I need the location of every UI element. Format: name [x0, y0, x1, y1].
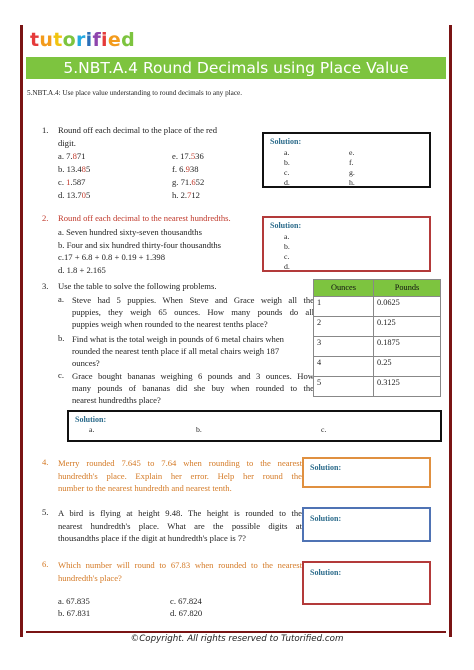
- q3c-line1: Grace bought bananas weighing 6 pounds and 3 ounces. How: [72, 371, 314, 381]
- q1-item-label: a.: [58, 151, 64, 161]
- table-row: [314, 317, 441, 337]
- logo-letter: d: [121, 29, 135, 51]
- q1-item: [58, 164, 90, 176]
- pounds-cell: 0.3125: [374, 377, 441, 397]
- q3a-text: [72, 294, 314, 331]
- q1-item-post: 12: [191, 190, 200, 200]
- q1-solution-right: [349, 148, 355, 188]
- q1-item-pre: 71.: [180, 177, 192, 187]
- q1-item-pre: 17.: [180, 151, 191, 161]
- q6-option-b: b. 67.831: [58, 608, 91, 618]
- q6-number: 6.: [42, 559, 49, 569]
- copyright: ©Copyright. All rights reserved to Tutorified.com: [130, 634, 344, 644]
- table-row: [314, 377, 441, 397]
- q2-number: 2.: [42, 213, 49, 223]
- logo-letter: t: [30, 29, 40, 51]
- q1-item-pre: 6.: [179, 164, 186, 174]
- q3b-label: b.: [58, 333, 65, 343]
- q3c-text: [72, 370, 314, 407]
- q3a-line1: Steve had 5 puppies. When Steve and Grace weigh all the: [72, 295, 314, 305]
- page-border-right: [449, 25, 452, 637]
- q5-text: [58, 507, 302, 545]
- q1-sol-e: e.: [349, 148, 355, 157]
- q3-sol-b: b.: [196, 425, 202, 434]
- q1-sol-h: h.: [349, 178, 355, 187]
- table-row: [314, 297, 441, 317]
- q1-text-line2: digit.: [58, 138, 76, 148]
- q1-item-post: 52: [195, 177, 205, 187]
- q1-item-post: 36: [195, 151, 204, 161]
- q1-sol-b: b.: [284, 158, 290, 167]
- q3a-label: a.: [58, 294, 64, 304]
- q2-solution-label: Solution:: [270, 221, 302, 230]
- q1-item-post: .587: [70, 177, 86, 187]
- q1-item-label: g.: [172, 177, 179, 187]
- logo-letter: r: [75, 29, 86, 51]
- q1-number: 1.: [42, 125, 49, 135]
- q6-option-c: c. 67.824: [170, 596, 202, 606]
- page-border-left: [20, 25, 23, 637]
- q3a-line3: puppies weigh when rounded to the nearest tenths place?: [72, 319, 268, 330]
- q3b-line2: rounded the nearest tenth place if all metal chairs weigh 187: [72, 346, 280, 357]
- q3b-line3: ounces?: [72, 358, 100, 369]
- q1-solution-left: [284, 148, 290, 188]
- pounds-cell: 0.1875: [374, 337, 441, 357]
- q1-item-label: f.: [172, 164, 178, 174]
- q1-item-red: 7: [187, 190, 192, 200]
- table-body: [314, 297, 441, 397]
- q2-sol-d: d.: [284, 262, 290, 271]
- q1-solution-box[interactable]: [262, 132, 431, 188]
- q1-item-pre: 7.: [66, 151, 73, 161]
- logo-letter: u: [39, 29, 54, 51]
- q1-item: [172, 190, 200, 202]
- q2-item-b: b. Four and six hundred thirty-four thousandths: [58, 239, 222, 250]
- q1-sol-a: a.: [284, 148, 290, 157]
- q1-solution-label: Solution:: [270, 137, 302, 146]
- q6-solution-box[interactable]: [302, 561, 431, 605]
- q3-solution-label: Solution:: [75, 415, 107, 424]
- q2-solution-box[interactable]: [262, 216, 431, 272]
- q1-sol-g: g.: [349, 168, 355, 177]
- q3c-line2: many pounds of bananas did she buy when rounded to the: [72, 383, 314, 394]
- q4-solution-label: Solution:: [310, 463, 342, 472]
- q1-item-label: c.: [58, 177, 64, 187]
- q1-text-line1: Round off each decimal to the place of the red: [58, 125, 218, 135]
- q1-item-pre: 13.4: [66, 164, 82, 174]
- q1-item-red: 9: [185, 164, 190, 174]
- q1-item-post: 38: [189, 164, 199, 174]
- q5-number: 5.: [42, 507, 49, 517]
- q6-solution-label: Solution:: [310, 568, 342, 577]
- q4-line2: hundredth's place. Explain her error. Help her round the: [58, 470, 302, 481]
- logo-letter: i: [101, 29, 108, 51]
- q5-solution-label: Solution:: [310, 514, 342, 523]
- logo-letter: e: [107, 29, 122, 51]
- table-row: [314, 357, 441, 377]
- logo-letter: f: [92, 29, 102, 51]
- q3-sol-c: c.: [321, 425, 327, 434]
- q1-item-label: e.: [172, 151, 178, 161]
- q1-item-post: 5: [85, 164, 91, 174]
- ounces-cell: 3: [314, 337, 374, 357]
- q4-line3: number to the nearest hundredth and nearest tenth.: [58, 483, 232, 493]
- q1-item-post: 71: [76, 151, 86, 161]
- q5-line1: A bird is flying at height 9.48. The height is rounded to the: [58, 508, 302, 518]
- q2-item-a: a. Seven hundred sixty-seven thousandths: [58, 227, 202, 237]
- table-row: [314, 337, 441, 357]
- q3-solution-box[interactable]: [67, 410, 442, 442]
- q1-item-red: 8: [81, 164, 86, 174]
- q2-text: Round off each decimal to the nearest hundredths.: [58, 213, 231, 223]
- q6-option-d: d. 67.820: [170, 608, 203, 618]
- logo-letter: t: [53, 29, 63, 51]
- pounds-cell: 0.25: [374, 357, 441, 377]
- ounces-pounds-table: [313, 279, 441, 397]
- q6-line1: Which number will round to 67.83 when rounded to the nearest: [58, 560, 302, 570]
- q3b-text: [72, 333, 314, 370]
- q5-solution-box[interactable]: [302, 507, 431, 542]
- q1-item-red: 1: [66, 177, 71, 187]
- q1-sol-d: d.: [284, 178, 290, 187]
- tutorified-logo: [30, 28, 135, 54]
- q1-item-label: h.: [172, 190, 179, 200]
- q2-items: [58, 226, 221, 276]
- q1-sol-c: c.: [284, 168, 290, 177]
- q2-sol-c: c.: [284, 252, 290, 261]
- q2-item-c: c.17 + 6.8 + 0.8 + 0.19 + 1.398: [58, 252, 165, 262]
- ounces-cell: 4: [314, 357, 374, 377]
- ounces-cell: 2: [314, 317, 374, 337]
- ounces-cell: 1: [314, 297, 374, 317]
- q1-item-red: 5: [190, 151, 196, 161]
- q3-number: 3.: [42, 281, 49, 291]
- q4-line1: Merry rounded 7.645 to 7.64 when rounding to the nearest: [58, 458, 302, 468]
- q5-line3: thousandths place if the digit at hundredth's place is 7?: [58, 533, 246, 543]
- q3b-line1: Find what is the total weigh in pounds of 6 metal chairs when: [72, 334, 284, 344]
- q1-item-label: d.: [58, 190, 65, 200]
- q1-sol-f: f.: [349, 158, 354, 167]
- q3c-line3: nearest hundredths place?: [72, 395, 161, 406]
- q5-line2: nearest hundredth's place. What are the possible digits at: [58, 520, 302, 531]
- q4-text: [58, 457, 302, 495]
- worksheet-title: 5.NBT.A.4 Round Decimals using Place Value: [26, 57, 446, 79]
- q3-text: Use the table to solve the following problems.: [58, 281, 217, 291]
- q1-item-red: 6: [191, 177, 196, 187]
- q3c-label: c.: [58, 370, 64, 380]
- q1-item-post: 5: [85, 190, 91, 200]
- q1-item: [172, 164, 199, 176]
- q3a-line2: puppies, they weigh 65 ounces. How many pounds do all: [72, 307, 314, 318]
- q1-item-red: 0: [81, 190, 86, 200]
- logo-letter: o: [62, 29, 76, 51]
- q6-line2: hundredth's place?: [58, 572, 122, 583]
- pounds-cell: 0.0625: [374, 297, 441, 317]
- q1-item: [172, 151, 204, 163]
- q1-item: [58, 177, 85, 189]
- q2-item-d: d. 1.8 + 2.165: [58, 264, 106, 275]
- q3-sol-a: a.: [89, 425, 95, 434]
- q6-option-a: a. 67.835: [58, 596, 90, 606]
- q2-solution-lines: [284, 232, 290, 272]
- table-header-pounds: Pounds: [374, 280, 441, 297]
- q1-item: [172, 177, 204, 189]
- q1-item-label: b.: [58, 164, 65, 174]
- q4-number: 4.: [42, 457, 49, 467]
- q1-item: [58, 151, 85, 163]
- q1-item: [58, 190, 90, 202]
- q4-solution-box[interactable]: [302, 457, 431, 488]
- table-header-ounces: Ounces: [314, 280, 374, 297]
- q2-sol-a: a.: [284, 232, 290, 241]
- q1-item-pre: 13.7: [66, 190, 82, 200]
- footer-rule: [26, 631, 446, 633]
- q1-item-red: 8: [72, 151, 77, 161]
- q1-item-pre: 2.: [180, 190, 188, 200]
- q6-text: [58, 559, 302, 584]
- pounds-cell: 0.125: [374, 317, 441, 337]
- logo-letter: i: [85, 29, 93, 51]
- ounces-cell: 5: [314, 377, 374, 397]
- q2-sol-b: b.: [284, 242, 290, 251]
- standard-description: 5.NBT.A.4: Use place value understanding to round decimals to any place.: [27, 89, 243, 97]
